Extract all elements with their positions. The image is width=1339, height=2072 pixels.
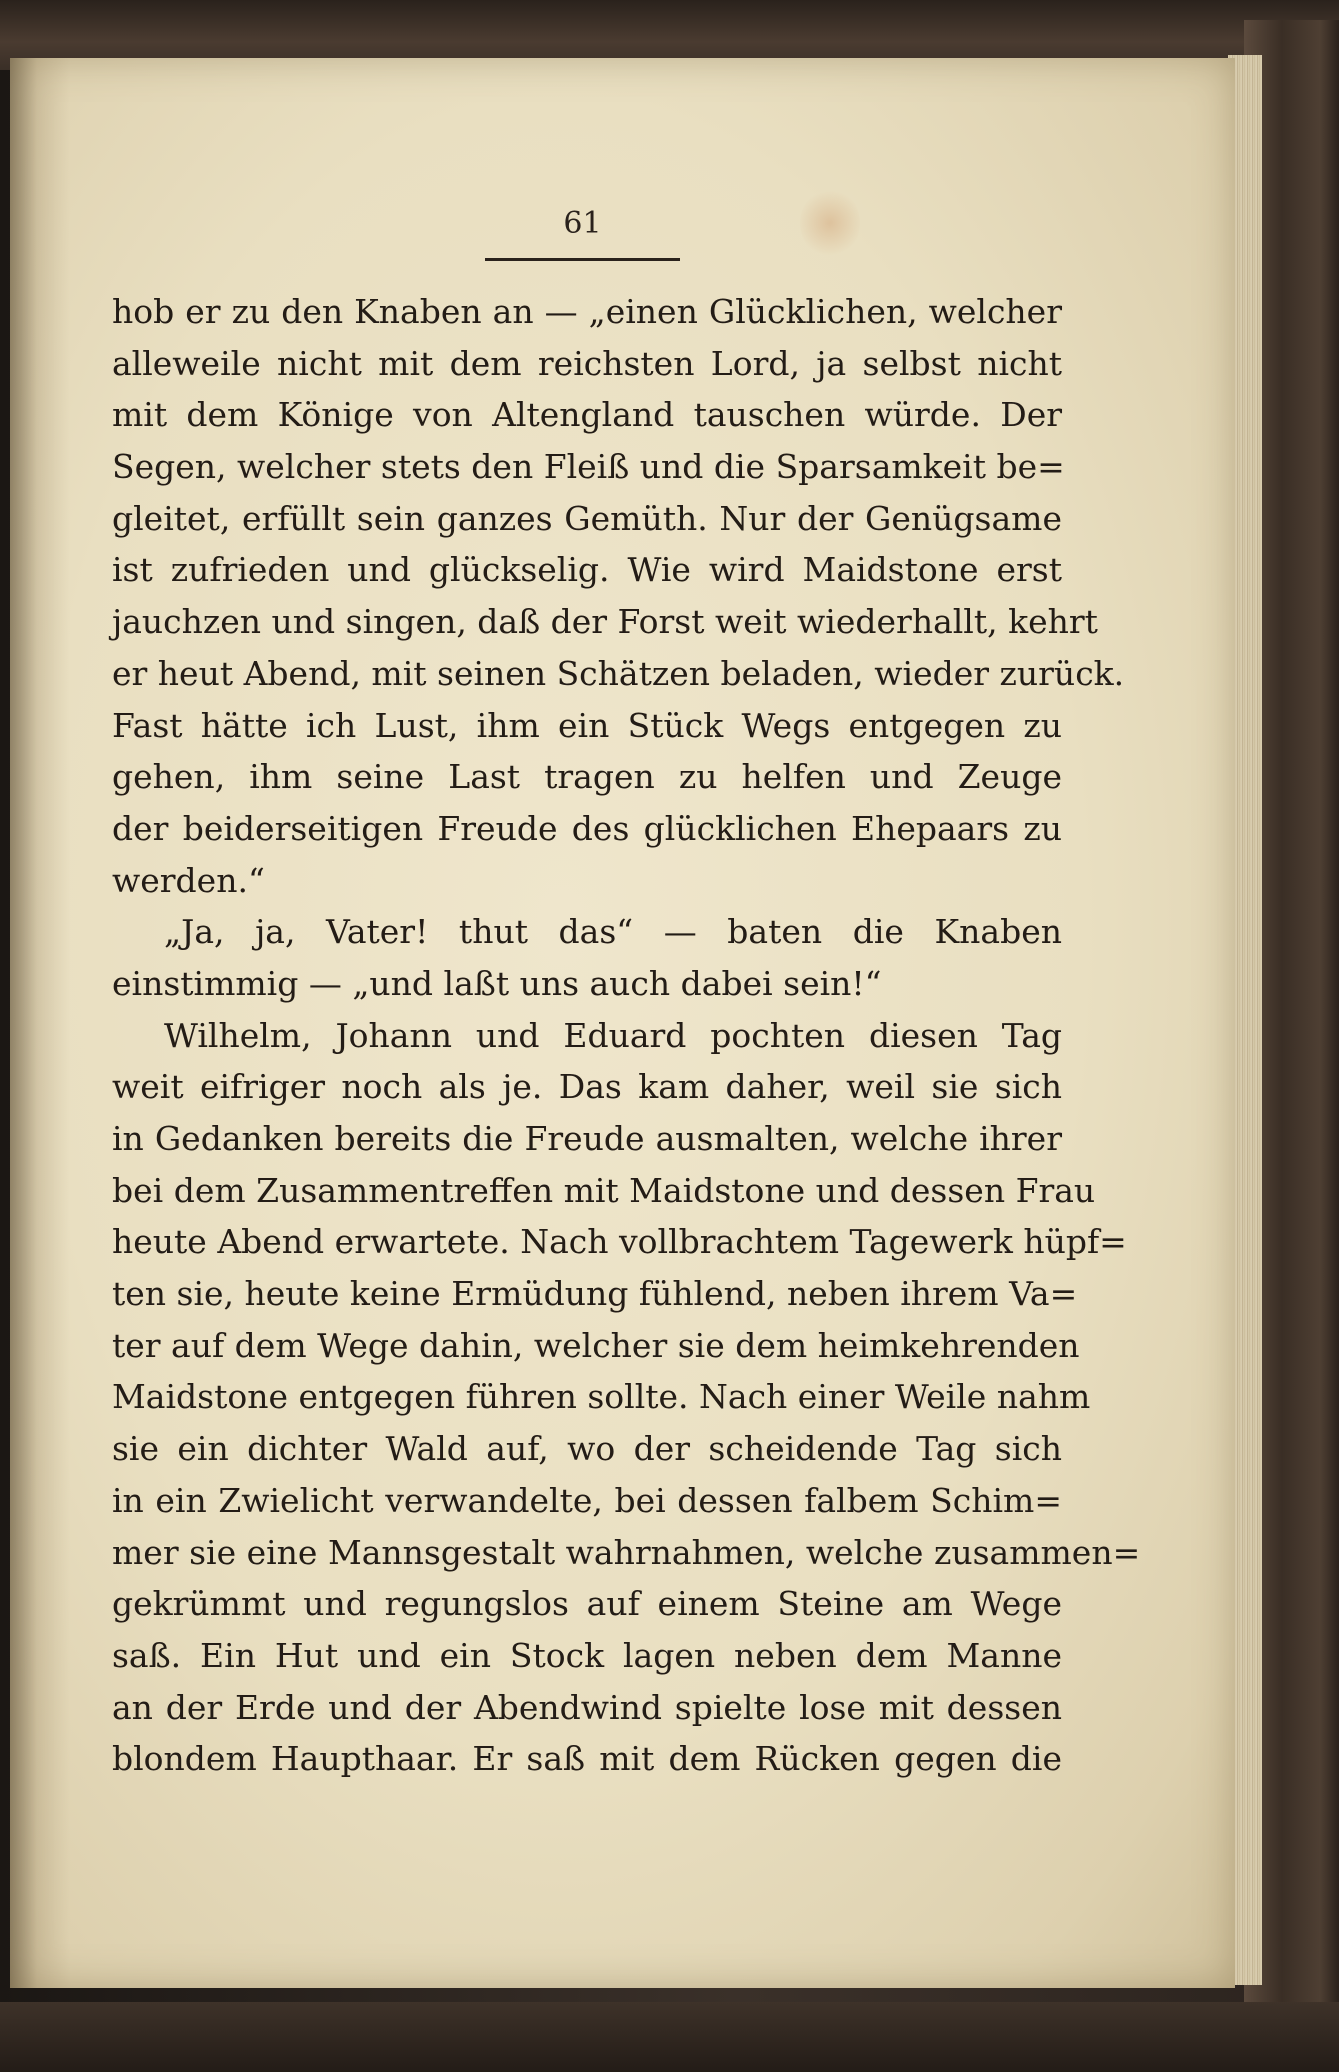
text-line: an der Erde und der Abendwind spielte lose mit dessen [112, 1687, 1062, 1727]
text-line: in ein Zwielicht verwandelte, bei dessen falbem Schim= [112, 1480, 1062, 1520]
text-line: Wilhelm, Johann und Eduard pochten diesen Tag [164, 1015, 1062, 1055]
text-line: bei dem Zusammentreffen mit Maidstone und dessen Frau [112, 1170, 1096, 1210]
page-gutter [10, 58, 70, 1988]
book-cover-bottom [0, 2002, 1339, 2072]
text-line: ten sie, heute keine Ermüdung fühlend, neben ihrem Va= [112, 1274, 1078, 1314]
text-line: Maidstone entgegen führen sollte. Nach einer Weile nahm [112, 1377, 1091, 1417]
text-line: weit eifriger noch als je. Das kam daher, weil sie sich [112, 1067, 1062, 1107]
text-line: saß. Ein Hut und ein Stock lagen neben dem Manne [112, 1635, 1062, 1675]
text-line: hob er zu den Knaben an — „einen Glücklichen, welcher [112, 292, 1062, 331]
text-line: alleweile nicht mit dem reichsten Lord, ja selbst nicht [112, 343, 1062, 383]
text-line: sie ein dichter Wald auf, wo der scheidende Tag sich [112, 1429, 1062, 1469]
text-line: jauchzen und singen, daß der Forst weit wiederhallt, kehrt [112, 602, 1098, 642]
text-line: ist zufrieden und glückselig. Wie wird Maidstone erst [112, 550, 1062, 590]
text-line: „Ja, ja, Vater! thut das“ — baten die Knaben [164, 912, 1062, 952]
text-line: Fast hätte ich Lust, ihm ein Stück Wegs entgegen zu [112, 705, 1062, 745]
body-text [112, 286, 1141, 1785]
text-line: gekrümmt und regungslos auf einem Steine am Wege [112, 1584, 1062, 1624]
text-line: mit dem Könige von Altengland tauschen würde. Der [112, 395, 1062, 435]
text-line: werden.“ [112, 860, 265, 900]
text-line: einstimmig — „und laßt uns auch dabei sein!“ [112, 963, 882, 1003]
text-line: in Gedanken bereits die Freude ausmalten, welche ihrer [112, 1119, 1062, 1158]
header-rule [485, 258, 680, 261]
text-line: er heut Abend, mit seinen Schätzen beladen, wieder zurück. [112, 653, 1125, 693]
text-line: mer sie eine Mannsgestalt wahrnahmen, welche zusammen= [112, 1532, 1141, 1572]
text-line: gleitet, erfüllt sein ganzes Gemüth. Nur der Genügsame [112, 498, 1062, 538]
text-line: heute Abend erwartete. Nach vollbrachtem Tagewerk hüpf= [112, 1222, 1127, 1262]
text-line: blondem Haupthaar. Er saß mit dem Rücken gegen die [112, 1739, 1062, 1779]
text-line: gehen, ihm seine Last tragen zu helfen und Zeuge [112, 757, 1062, 797]
page-number: 61 [563, 206, 602, 241]
text-line: Segen, welcher stets den Fleiß und die Sparsamkeit be= [112, 447, 1065, 487]
book-page [10, 58, 1235, 1988]
text-line: ter auf dem Wege dahin, welcher sie dem heimkehrenden [112, 1325, 1080, 1365]
text-line: der beiderseitigen Freude des glücklichen Ehepaars zu [112, 808, 1062, 848]
